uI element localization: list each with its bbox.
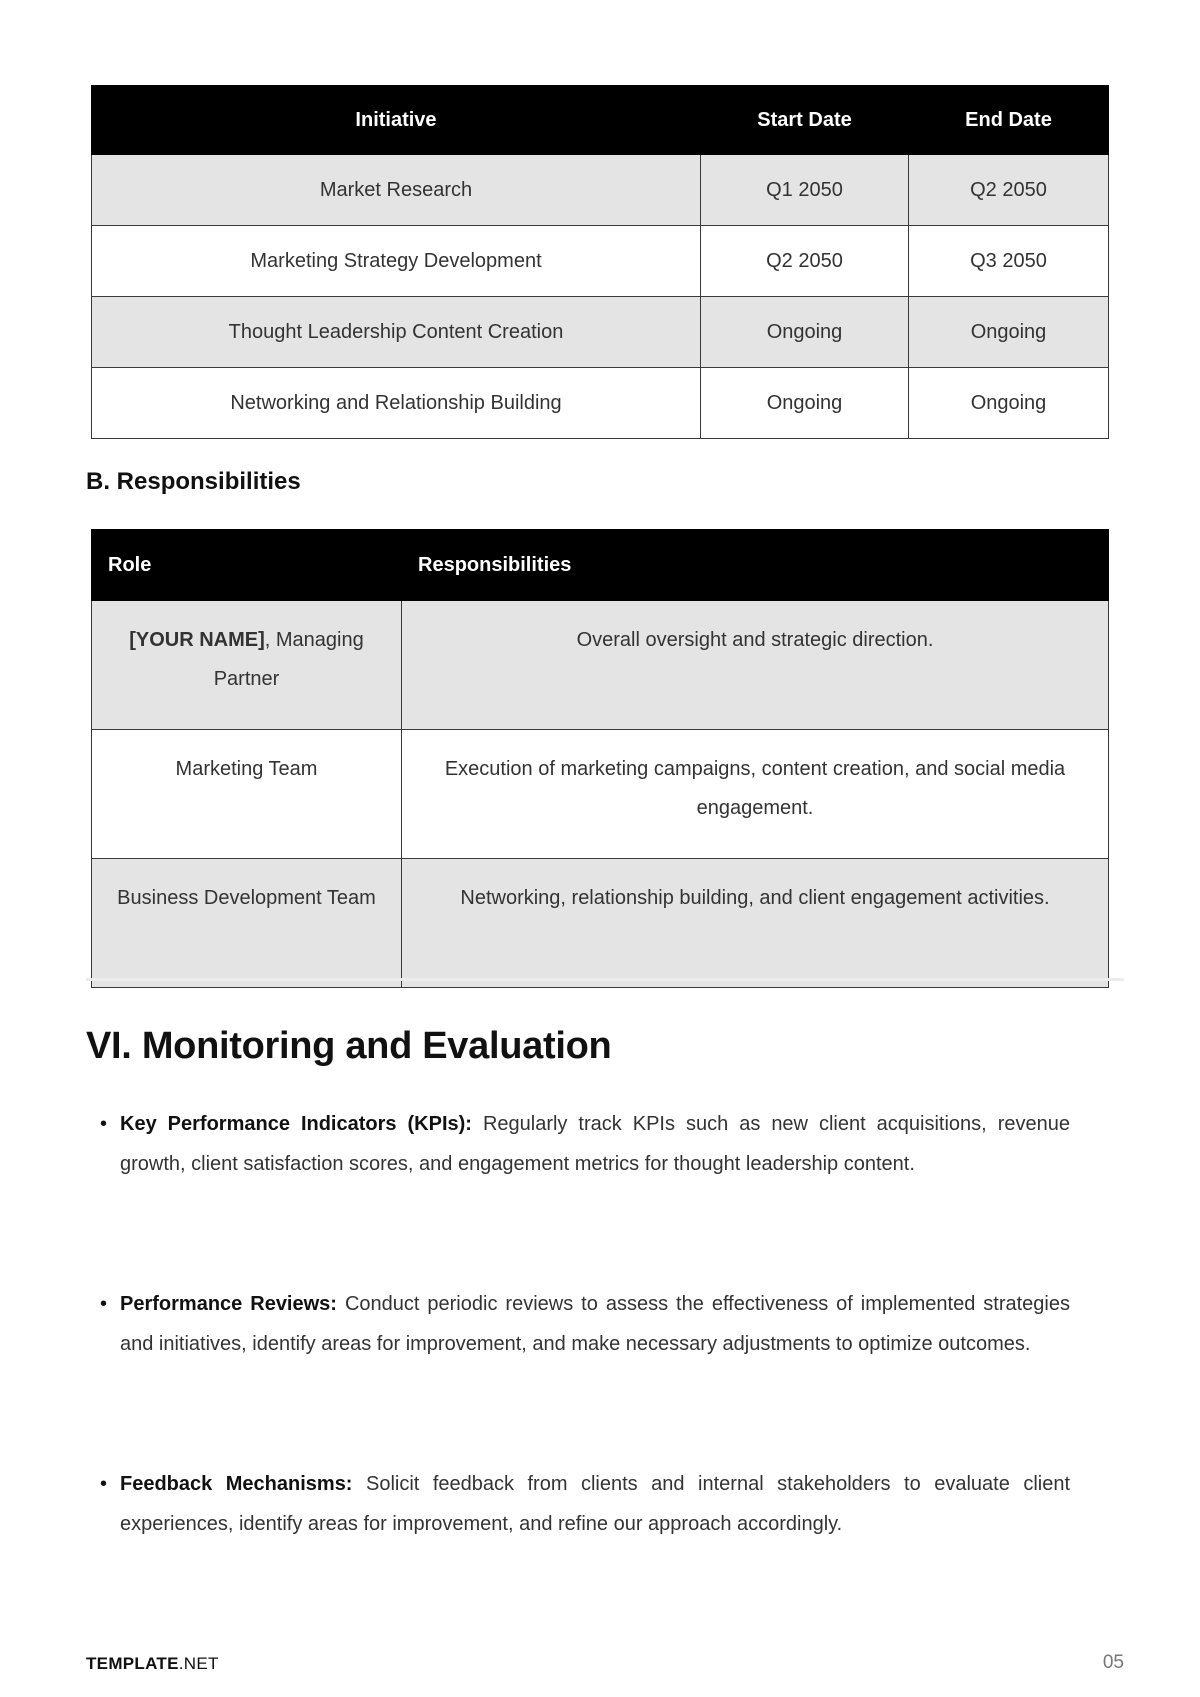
table-row (92, 859, 1109, 988)
column-header-responsibilities: Responsibilities (402, 530, 1109, 601)
section-divider (86, 978, 1124, 981)
brand-suffix: .NET (178, 1654, 219, 1673)
column-header-start-date: Start Date (701, 86, 909, 155)
end-date-cell: Q3 2050 (909, 226, 1109, 297)
page-number: 05 (1102, 1652, 1124, 1673)
bullet-label: Feedback Mechanisms: (120, 1473, 353, 1495)
role-cell (92, 601, 402, 730)
responsibility-cell: Execution of marketing campaigns, content creation, and social media engagement. (402, 730, 1109, 859)
responsibilities-table (91, 529, 1109, 988)
list-item (100, 1284, 1070, 1364)
role-title: Business Development Team (117, 887, 376, 909)
bullet-label: Performance Reviews: (120, 1293, 337, 1315)
table-header-row (92, 530, 1109, 601)
responsibility-cell: Networking, relationship building, and client engagement activities. (402, 859, 1109, 988)
initiative-cell: Thought Leadership Content Creation (92, 297, 701, 368)
table-row (92, 368, 1109, 439)
bullet-icon: • (100, 1293, 108, 1315)
bullet-text: Solicit feedback from clients and internal stakeholders to evaluate client experiences, identify areas for improvement, and refine our approach accordingly. (120, 1473, 1071, 1535)
initiative-cell: Marketing Strategy Development (92, 226, 701, 297)
end-date-cell: Ongoing (909, 368, 1109, 439)
column-header-end-date: End Date (909, 86, 1109, 155)
role-cell (92, 859, 402, 988)
monitoring-bullet-list (100, 1104, 1070, 1644)
bullet-text: Regularly track KPIs such as new client acquisitions, revenue growth, client satisfaction scores, and engagement metrics for thought leadership content. (120, 1113, 1070, 1175)
bullet-label: Key Performance Indicators (KPIs): (120, 1113, 472, 1135)
list-item (100, 1104, 1070, 1184)
role-title: Marketing Team (175, 758, 318, 780)
bullet-icon: • (100, 1473, 108, 1495)
initiatives-table (91, 85, 1109, 439)
table-header-row (92, 86, 1109, 155)
responsibility-cell: Overall oversight and strategic direction. (402, 601, 1109, 730)
table-row (92, 297, 1109, 368)
section-title: VI. Monitoring and Evaluation (86, 1025, 612, 1067)
role-name-placeholder: [YOUR NAME] (129, 629, 265, 651)
column-header-role: Role (92, 530, 402, 601)
start-date-cell: Q2 2050 (701, 226, 909, 297)
role-title: , Managing Partner (213, 629, 364, 690)
start-date-cell: Ongoing (701, 368, 909, 439)
brand-name: TEMPLATE (86, 1654, 179, 1673)
start-date-cell: Q1 2050 (701, 155, 909, 226)
table-row (92, 730, 1109, 859)
table-row (92, 155, 1109, 226)
list-item (100, 1464, 1070, 1544)
role-cell (92, 730, 402, 859)
bullet-text: Conduct periodic reviews to assess the effectiveness of implemented strategies and initiatives, identify areas for improvement, and make necessary adjustments to optimize outcomes. (120, 1293, 1070, 1355)
initiative-cell: Networking and Relationship Building (92, 368, 701, 439)
initiative-cell: Market Research (92, 155, 701, 226)
responsibilities-heading: B. Responsibilities (86, 468, 301, 495)
brand-logo (86, 1654, 219, 1674)
start-date-cell: Ongoing (701, 297, 909, 368)
table-row (92, 226, 1109, 297)
table-row (92, 601, 1109, 730)
end-date-cell: Ongoing (909, 297, 1109, 368)
bullet-icon: • (100, 1113, 108, 1135)
end-date-cell: Q2 2050 (909, 155, 1109, 226)
column-header-initiative: Initiative (92, 86, 701, 155)
